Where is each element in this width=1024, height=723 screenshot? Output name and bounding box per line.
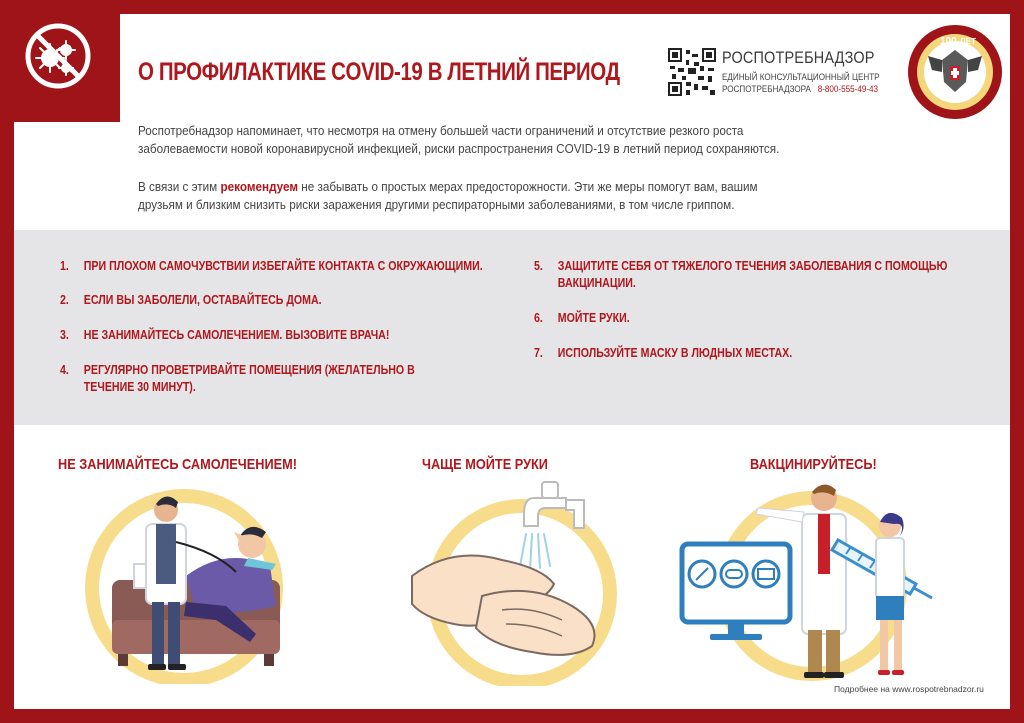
measure-text: ИСПОЛЬЗУЙТЕ МАСКУ В ЛЮДНЫХ МЕСТАХ. — [557, 346, 793, 360]
hand-washing-icon — [402, 476, 642, 686]
intro-paragraph-1: Роспотребнадзор напоминает, что несмотря на отмену большей части ограничений и отсутствие резкого роста заболеваемости новой коронавирусной инфекцией, риски распространения COVID-19 в летний период сохраняются. — [138, 123, 780, 156]
measure-num: 5. — [534, 259, 543, 273]
org-contact — [722, 71, 880, 95]
measure-num: 6. — [534, 311, 543, 325]
more-info-link[interactable]: Подробнее на www.rospotrebnadzor.ru — [834, 684, 984, 694]
no-virus-icon — [14, 14, 120, 122]
measure-text: НЕ ЗАНИМАЙТЕСЬ САМОЛЕЧЕНИЕМ. ВЫЗОВИТЕ ВРАЧА! — [83, 328, 390, 342]
poster — [14, 14, 1010, 709]
heading-vaccinate: ВАКЦИНИРУЙТЕСЬ! — [750, 456, 877, 473]
measure-num: 2. — [60, 293, 69, 307]
intro-p2-bold: рекомендуем — [220, 179, 299, 194]
measure-item-5 — [534, 258, 993, 298]
org-sub-name: РОСПОТРЕБНАДЗОРА — [722, 84, 811, 94]
measure-num: 1. — [60, 259, 69, 273]
measure-text: ПРИ ПЛОХОМ САМОЧУВСТВИИ ИЗБЕГАЙТЕ КОНТАКТА С ОКРУЖАЮЩИМИ. — [83, 259, 483, 273]
intro-p2-end: не забывать о простых мерах предосторожности. Эти же меры помогут вам, вашим друзьям и близким снизить риски заражения другими респираторными заболеваниями, в том числе гриппом. — [138, 179, 758, 212]
org-sub-line-2 — [722, 83, 880, 95]
measure-text: ЗАЩИТИТЕ СЕБЯ ОТ ТЯЖЕЛОГО ТЕЧЕНИЯ ЗАБОЛЕВАНИЯ С ПОМОЩЬЮ ВАКЦИНАЦИИ. — [557, 259, 948, 290]
measure-num: 7. — [534, 346, 543, 360]
measure-item-4 — [60, 362, 451, 402]
org-sub-line-1: ЕДИНЫЙ КОНСУЛЬТАЦИОННЫЙ ЦЕНТР — [722, 72, 880, 82]
measure-text: ЕСЛИ ВЫ ЗАБОЛЕЛИ, ОСТАВАЙТЕСЬ ДОМА. — [83, 293, 322, 307]
hotline-phone[interactable]: 8-800-555-49-43 — [817, 84, 879, 94]
org-name: РОСПОТРЕБНАДЗОР — [722, 48, 875, 67]
page-title: О ПРОФИЛАКТИКЕ COVID-19 В ЛЕТНИЙ ПЕРИОД — [138, 58, 620, 86]
intro-paragraph-2 — [138, 178, 804, 214]
rospotrebnadzor-emblem-icon — [906, 22, 1004, 122]
emblem-years: 100 — [940, 36, 957, 47]
measure-num: 4. — [60, 363, 69, 377]
vaccination-icon — [662, 474, 962, 686]
qr-code-icon — [668, 48, 716, 96]
doctor-patient-icon — [76, 484, 326, 684]
heading-wash-hands: ЧАЩЕ МОЙТЕ РУКИ — [422, 456, 548, 473]
measure-text: МОЙТЕ РУКИ. — [557, 311, 630, 325]
heading-no-self-treatment: НЕ ЗАНИМАЙТЕСЬ САМОЛЕЧЕНИЕМ! — [58, 456, 297, 473]
no-virus-badge — [14, 14, 120, 122]
intro-p2-start: В связи с этим — [138, 179, 221, 194]
emblem-years-word: ЛЕТ — [960, 37, 976, 46]
measure-num: 3. — [60, 328, 69, 342]
measure-text: РЕГУЛЯРНО ПРОВЕТРИВАЙТЕ ПОМЕЩЕНИЯ (ЖЕЛАТЕЛЬНО В ТЕЧЕНИЕ 30 МИНУТ). — [83, 363, 415, 394]
